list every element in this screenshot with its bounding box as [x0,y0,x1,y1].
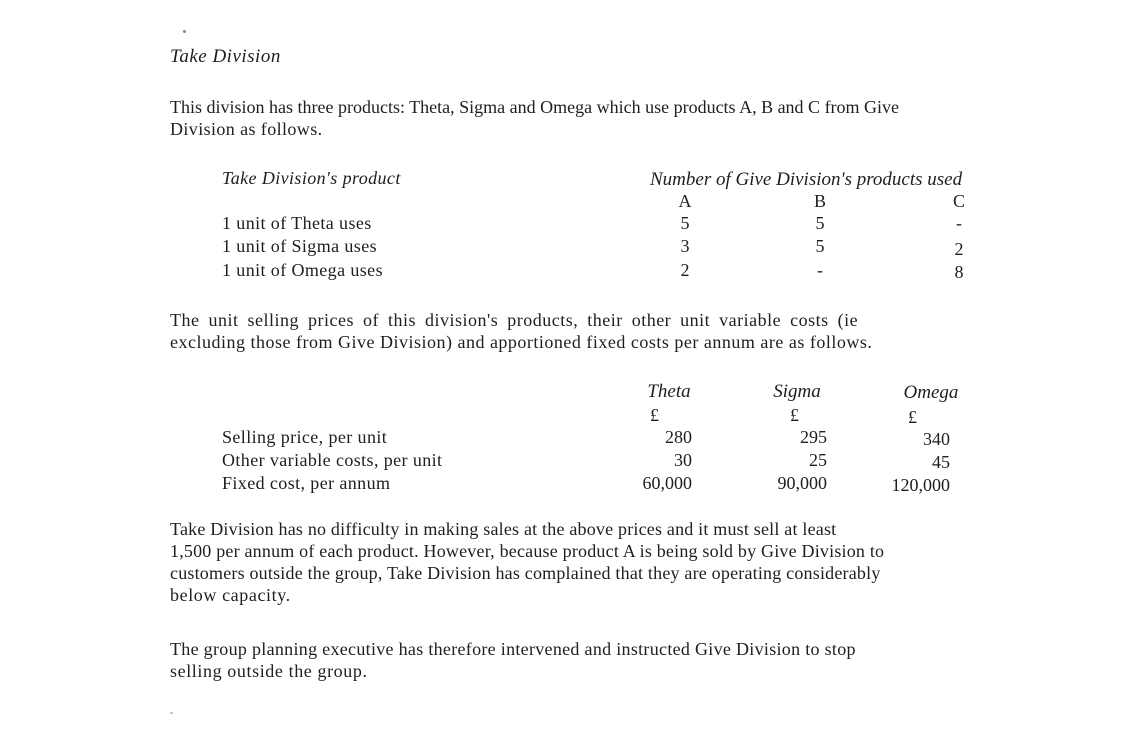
page-title: Take Division [170,46,281,67]
sales-paragraph [170,518,1030,606]
usage-cell: 5 [680,213,690,233]
scan-speck [170,712,173,714]
usage-column-header: B [813,191,826,211]
sales-line: Take Division has no difficulty in making sales at the above prices and it must sell at least [170,519,837,539]
prices-intro-line: The unit selling prices of this division's products, their other unit variable costs (ie [170,310,859,330]
cost-column-header: Sigma [773,381,821,402]
cost-row-label: Other variable costs, per unit [222,450,443,470]
prices-intro-paragraph [170,309,1030,353]
cost-cell: 60,000 [642,473,692,493]
usage-column-header: C [952,191,965,211]
usage-row-label: 1 unit of Omega uses [222,260,383,280]
usage-cell: 2 [954,239,964,259]
usage-row-label: 1 unit of Sigma uses [222,236,377,256]
final-line: The group planning executive has therefore intervened and instructed Give Division to stop [170,639,856,659]
currency-symbol: £ [790,405,799,425]
prices-intro-line: excluding those from Give Division) and apportioned fixed costs per annum are as follows. [170,332,873,352]
usage-row-label: 1 unit of Theta uses [222,213,372,233]
cost-cell: 30 [674,450,692,470]
usage-cell: - [956,213,962,233]
cost-cell: 45 [932,452,950,472]
usage-cell: 5 [815,213,825,233]
sales-line: below capacity. [170,585,291,605]
intro-line: This division has three products: Theta, Sigma and Omega which use products A, B and C from Give [170,97,900,117]
currency-symbol: £ [650,405,659,425]
cost-cell: 280 [665,427,692,447]
cost-cell: 90,000 [777,473,827,493]
cost-cell: 340 [923,429,950,449]
usage-cell: 2 [680,260,690,280]
final-line: selling outside the group. [170,661,368,681]
cost-cell: 25 [809,450,827,470]
usage-column-header: A [678,191,692,211]
usage-cell: 3 [680,236,690,256]
cost-cell: 120,000 [891,475,950,495]
intro-line: Division as follows. [170,119,323,139]
cost-cell: 295 [800,427,827,447]
cost-column-header: Omega [903,382,959,403]
usage-table-right-header: Number of Give Division's products used [650,169,963,190]
cost-row-label: Selling price, per unit [222,427,388,447]
scan-speck [183,30,186,33]
usage-cell: - [817,260,823,280]
final-paragraph [170,638,1030,682]
usage-cell: 5 [815,236,825,256]
usage-cell: 8 [954,262,964,282]
cost-row-label: Fixed cost, per annum [222,473,391,493]
currency-symbol: £ [908,407,917,427]
sales-line: 1,500 per annum of each product. However, because product A is being sold by Give Division to [170,541,885,561]
usage-table-left-header: Take Division's product [222,168,401,188]
cost-column-header: Theta [647,381,691,402]
intro-paragraph [170,96,1030,140]
sales-line: customers outside the group, Take Division has complained that they are operating considerably [170,563,881,583]
